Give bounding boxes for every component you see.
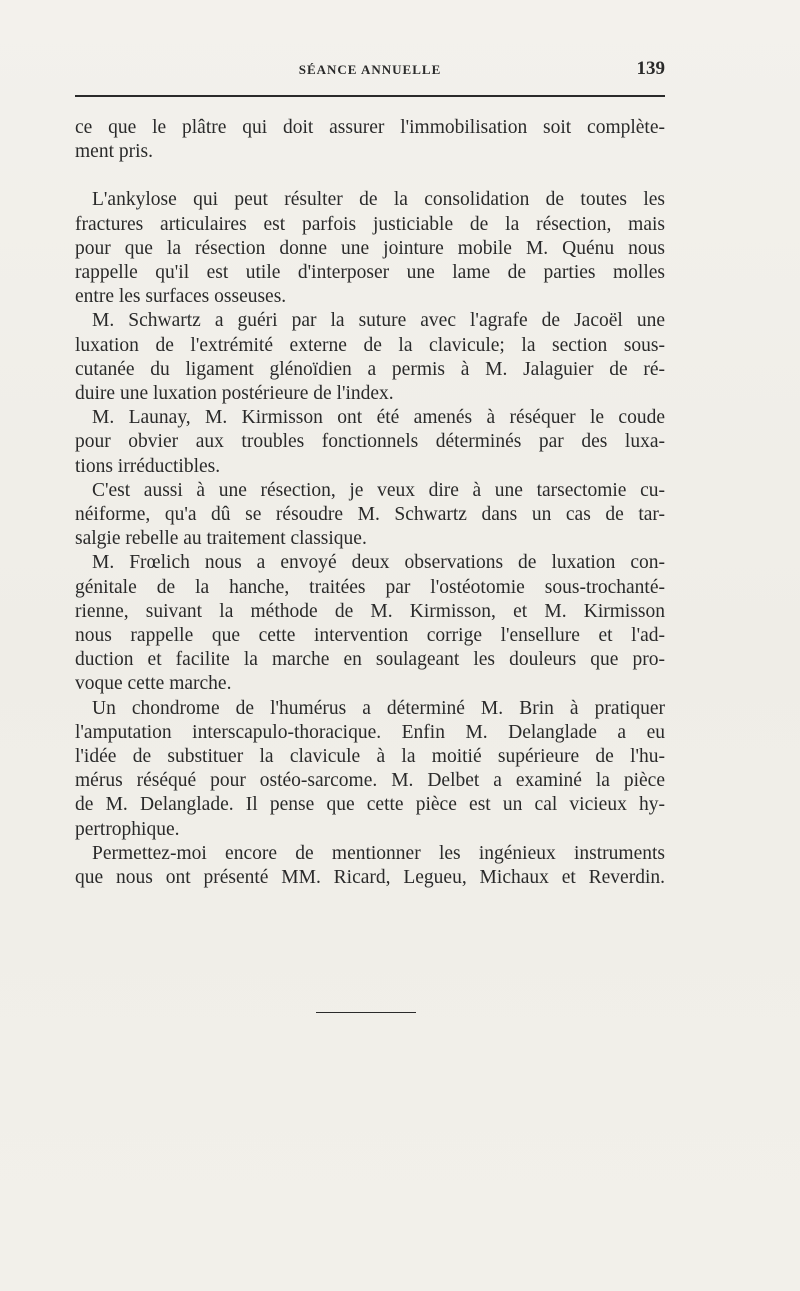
text-line: duire une luxation postérieure de l'index. (75, 383, 394, 405)
running-title: SÉANCE ANNUELLE (298, 62, 442, 77)
page-number: 139 (636, 58, 665, 79)
text-line: Permettez-moi encore de mentionner les ingénieux instruments (92, 842, 665, 864)
text-line: Un chondrome de l'humérus a déterminé M. Brin à pratiquer (92, 697, 665, 719)
text-line: ce que le plâtre qui doit assurer l'immobilisation soit complète- (75, 117, 665, 138)
text-line: néiforme, qu'a dû se résoudre M. Schwartz dans un cas de tar- (75, 504, 665, 526)
text-line: nous rappelle que cette intervention corrige l'ensellure et l'ad- (75, 625, 665, 647)
text-line: luxation de l'extrémité externe de la clavicule; la section sous- (75, 334, 665, 356)
text-line: M. Schwartz a guéri par la suture avec l'agrafe de Jacoël une (92, 310, 665, 332)
text-line: M. Launay, M. Kirmisson ont été amenés à réséquer le coude (92, 407, 665, 429)
paragraph-continuation (75, 116, 665, 164)
text-line: tions irréductibles. (75, 455, 221, 477)
text-line: salgie rebelle au traitement classique. (75, 528, 367, 550)
paragraph-chondrome (75, 697, 665, 842)
header-rule (75, 95, 665, 97)
text-line: pour obvier aux troubles fonctionnels déterminés par des luxa- (75, 431, 665, 453)
text-line: cutanée du ligament glénoïdien a permis à M. Jalaguier de ré- (75, 358, 665, 380)
paragraph-froelich (75, 551, 665, 696)
paragraph-tarsectomie (75, 479, 665, 552)
text-line: voque cette marche. (75, 673, 232, 695)
text-line: rienne, suivant la méthode de M. Kirmisson, et M. Kirmisson (75, 600, 665, 622)
text-line: de M. Delanglade. Il pense que cette pièce est un cal vicieux hy- (75, 794, 665, 816)
paragraph-launay (75, 406, 665, 479)
body-text (75, 116, 665, 890)
text-line: pour que la résection donne une jointure mobile M. Quénu nous (75, 237, 665, 259)
text-line: l'idée de substituer la clavicule à la moitié supérieure de l'hu- (75, 746, 665, 768)
text-line: rappelle qu'il est utile d'interposer une lame de parties molles (75, 262, 665, 284)
text-line: entre les surfaces osseuses. (75, 286, 287, 308)
paragraph-ankylose (75, 188, 665, 309)
text-line: pertrophique. (75, 818, 180, 840)
paragraph-instruments (75, 842, 665, 890)
text-line: mérus réséqué pour ostéo-sarcome. M. Delbet a examiné la pièce (75, 770, 665, 792)
closing-rule (316, 1012, 416, 1013)
text-line: ment pris. (75, 141, 153, 163)
text-line: M. Frœlich nous a envoyé deux observations de luxation con- (92, 552, 665, 574)
text-line: l'amputation interscapulo-thoracique. Enfin M. Delanglade a eu (75, 721, 665, 743)
text-line: duction et facilite la marche en soulageant les douleurs que pro- (75, 649, 665, 671)
text-line: que nous ont présenté MM. Ricard, Legueu, Michaux et Reverdin. (75, 867, 665, 889)
text-line: génitale de la hanche, traitées par l'ostéotomie sous-trochanté- (75, 576, 665, 598)
running-head (75, 58, 665, 82)
text-line: C'est aussi à une résection, je veux dire à une tarsectomie cu- (92, 479, 665, 501)
paragraph-schwartz (75, 309, 665, 406)
text-line: fractures articulaires est parfois justiciable de la résection, mais (75, 213, 665, 235)
text-line: L'ankylose qui peut résulter de la consolidation de toutes les (92, 189, 665, 211)
